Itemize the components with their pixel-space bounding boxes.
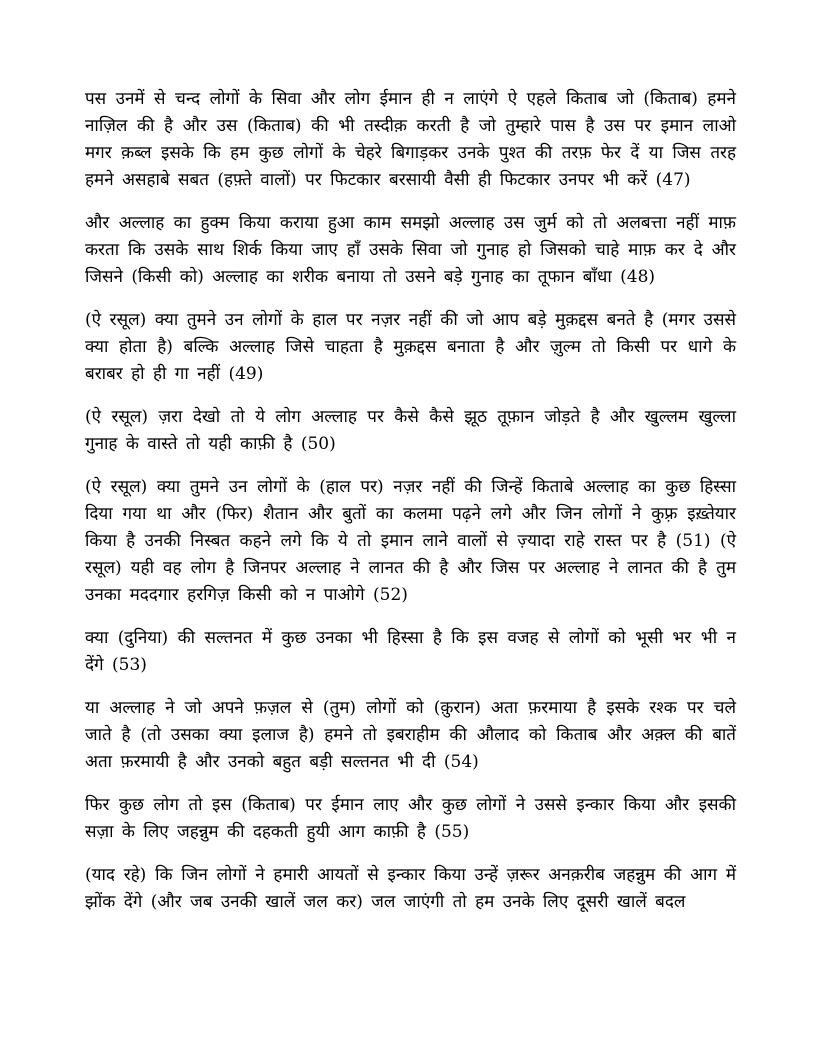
verse-paragraph-48: और अल्लाह का हुक्म किया कराया हुआ काम समझो अल्लाह उस जुर्म को तो अलबत्ता नहीं माफ़ करता कि उसके साथ शिर्क किया जाए हाँ उसके सिवा जो गुनाह हो जिसको चाहे माफ़ कर दे और जिसने (किसी को) अल्लाह का शरीक बनाया तो उसने बड़े गुनाह का तूफान बाँधा (48) — [85, 213, 736, 287]
verse-paragraph-54: या अल्लाह ने जो अपने फ़ज़ल से (तुम) लोगों को (क़ुरान) अता फ़रमाया है इसके रश्क पर चले जाते है (तो उसका क्या इलाज है) हमने तो इबराहीम की औलाद को किताब और अक़्ल की बातें अता फ़रमायी है और उनको बहुत बड़ी सल्तनत भी दी (54) — [85, 698, 736, 772]
verse-paragraph-49: (ऐ रसूल) क्या तुमने उन लोगों के हाल पर नज़र नहीं की जो आप बड़े मुक़द्दस बनते है (मगर उससे क्या होता है) बल्कि अल्लाह जिसे चाहता है मुक़द्दस बनाता है और ज़ुल्म तो किसी पर धागे के बराबर हो ही गा नहीं (49) — [85, 310, 736, 384]
verse-paragraph-55: फिर कुछ लोग तो इस (किताब) पर ईमान लाए और कुछ लोगों ने उससे इन्कार किया और इसकी सज़ा के लिए जहन्नुम की दहकती हुयी आग काफ़ी है (55) — [85, 795, 736, 842]
verse-paragraph-56-partial: (याद रहे) कि जिन लोगों ने हमारी आयतों से इन्कार किया उन्हें ज़रूर अनक़रीब जहन्नुम की आग में झोंक देंगे (और जब उनकी खालें जल कर) जल जाएंगी तो हम उनके लिए दूसरी खालें बदल — [85, 865, 736, 912]
verse-paragraph-50: (ऐ रसूल) ज़रा देखो तो ये लोग अल्लाह पर कैसे कैसे झूठ तूफ़ान जोड़ते है और खुल्लम खुल्ला गुनाह के वास्ते तो यही काफ़ी है (50) — [85, 407, 736, 454]
verse-paragraph-51-52: (ऐ रसूल) क्या तुमने उन लोगों के (हाल पर) नज़र नहीं की जिन्हें किताबे अल्लाह का कुछ हिस्सा दिया गया था और (फिर) शैतान और बुतों का कलमा पढ़ने लगे और जिन लोगों ने कुफ़्र इख़्तेयार किया है उनकी निस्बत कहने लगे कि ये तो इमान लाने वालों से ज़्यादा राहे रास्त पर है (51) (ऐ रसूल) यही वह लोग है जिनपर अल्लाह ने लानत की है और जिस पर अल्लाह ने लानत की है तुम उनका मददगार हरगिज़ किसी को न पाओगे (52) — [85, 477, 736, 605]
document-text-column — [85, 86, 736, 932]
verse-paragraph-47: पस उनमें से चन्द लोगों के सिवा और लोग ईमान ही न लाएंगे ऐ एहले किताब जो (किताब) हमने नाज़िल की है और उस (किताब) की भी तस्दीक़ करती है जो तुम्हारे पास है उस पर इमान लाओ मगर क़ब्ल इसके कि हम कुछ लोगों के चेहरे बिगाड़कर उनके पुश्त की तरफ़ फेर दें या जिस तरह हमने असहाबे सबत (हफ़्ते वालों) पर फिटकार बरसायी वैसी ही फिटकार उनपर भी करें (47) — [85, 89, 736, 190]
verse-paragraph-53: क्या (दुनिया) की सल्तनत में कुछ उनका भी हिस्सा है कि इस वजह से लोगों को भूसी भर भी न देंगे (53) — [85, 628, 736, 675]
